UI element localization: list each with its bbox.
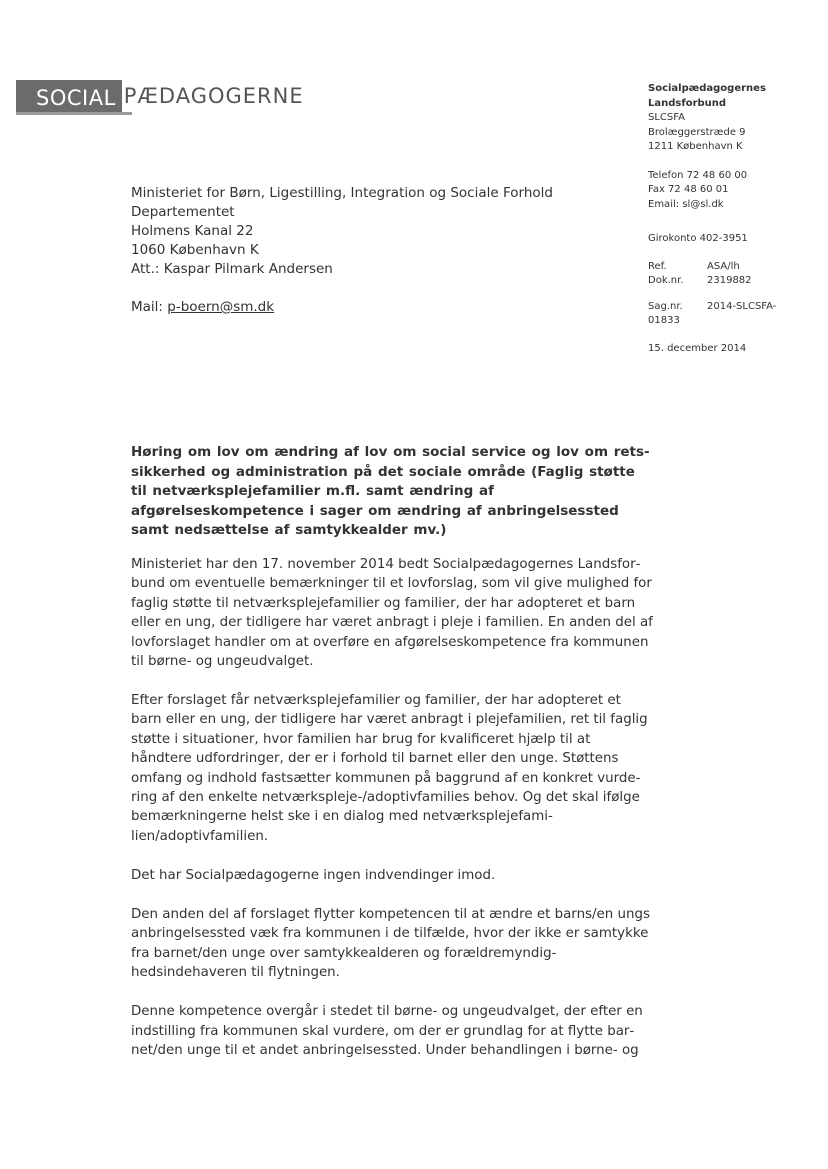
dok-row	[648, 274, 808, 289]
logo-underline	[16, 112, 132, 115]
sag-value: 2014-SLCSFA-	[707, 300, 777, 312]
recipient-mail	[131, 298, 553, 317]
letter-subject: Høring om lov om ændring af lov om social service og lov om retssikkerhed og administration på det sociale område (Faglig støtte til netværksplejefamilier m.fl. samt ændring af afgørelseskompetence i sager om ændring af anbringelsessted samt nedsættelse af samtykkealder mv.)	[131, 444, 650, 539]
organization-logo	[16, 80, 304, 116]
org-giro: Girokonto 402-3951	[648, 233, 748, 244]
org-street: Brolæggerstræde 9	[648, 126, 746, 138]
letter-date: 15. december 2014	[648, 342, 747, 354]
body-paragraph-5: Denne kompetence overgår i stedet til børne- og ungeudvalget, der efter en indstilling fra kommunen skal vurdere, om der er grundlag for at flytte barnet/den unge til et andet anbringelsessted. Under behandlingen i børne- og	[131, 1004, 643, 1058]
mail-link[interactable]: p-boern@sm.dk	[167, 299, 275, 315]
recipient-line1: Ministeriet for Børn, Ligestilling, Integration og Sociale Forhold	[131, 185, 553, 201]
org-name-line1: Socialpædagogernes	[648, 83, 766, 94]
dok-value: 2319882	[707, 275, 752, 286]
body-paragraph-4: Den anden del af forslaget flytter kompetencen til at ændre et barns/en ungs anbringelsessted væk fra kommunen i de tilfælde, hvor der ikke er samtykke fra barnet/den unge over samtykkealderen og forældremyndighedsindehaveren til flytningen.	[131, 906, 650, 981]
recipient-address	[131, 184, 553, 317]
recipient-line2: Departementet	[131, 204, 235, 220]
org-email[interactable]: Email: sl@sl.dk	[648, 198, 724, 210]
org-abbr: SLCSFA	[648, 112, 685, 123]
logo-box-text: SOCIAL	[16, 80, 122, 112]
org-city: 1211 København K	[648, 141, 743, 152]
body-paragraph-2: Efter forslaget får netværksplejefamilier og familier, der har adopteret et barn eller en ung, der tidligere har været anbragt i plejefamilien, ret til faglig støtte i situationer, hvor familien har brug for kvalificeret hjælp til at håndtere udfordringer, der er i forhold til barnet eller den unge. Støttens omfang og indhold fastsætter kommunen på baggrund af en konkret vurdering af den enkelte netværkspleje-/adoptivfamilies behov. Og det skal ifølge bemærkningerne helst ske i en dialog med netværksplejefamilien/adoptivfamilien.	[131, 693, 648, 844]
letter-body	[131, 555, 653, 1080]
ref-value: ASA/lh	[707, 260, 740, 272]
sag-label: Sag.nr.	[648, 300, 683, 312]
recipient-line3: Holmens Kanal 22	[131, 223, 254, 239]
org-name-line2: Landsforbund	[648, 97, 727, 109]
mail-label: Mail:	[131, 299, 168, 315]
ref-row	[648, 260, 808, 275]
body-paragraph-1: Ministeriet har den 17. november 2014 bedt Socialpædagogernes Landsforbund om eventuelle bemærkninger til et lovforslag, som vil give mulighed for faglig støtte til netværksplejefamilier og familier, der har adopteret et barn eller en ung, der tidligere har været anbragt i pleje i familien. En anden del af lovforslaget handler om at overføre en afgørelseskompetence fra kommunen til børne- og ungeudvalget.	[131, 557, 653, 670]
org-fax: Fax 72 48 60 01	[648, 184, 729, 195]
sender-info	[648, 82, 808, 356]
sag-value-cont: 01833	[648, 315, 680, 326]
recipient-line4: 1060 København K	[131, 242, 259, 258]
org-phone: Telefon 72 48 60 00	[648, 169, 748, 181]
recipient-attention: Att.: Kaspar Pilmark Andersen	[131, 261, 333, 277]
dok-label: Dok.nr.	[648, 275, 684, 286]
body-paragraph-3: Det har Socialpædagogerne ingen indvendinger imod.	[131, 867, 496, 883]
sag-row	[648, 300, 808, 315]
logo-rest-text: PÆDAGOGERNE	[123, 84, 304, 108]
ref-label: Ref.	[648, 260, 667, 272]
